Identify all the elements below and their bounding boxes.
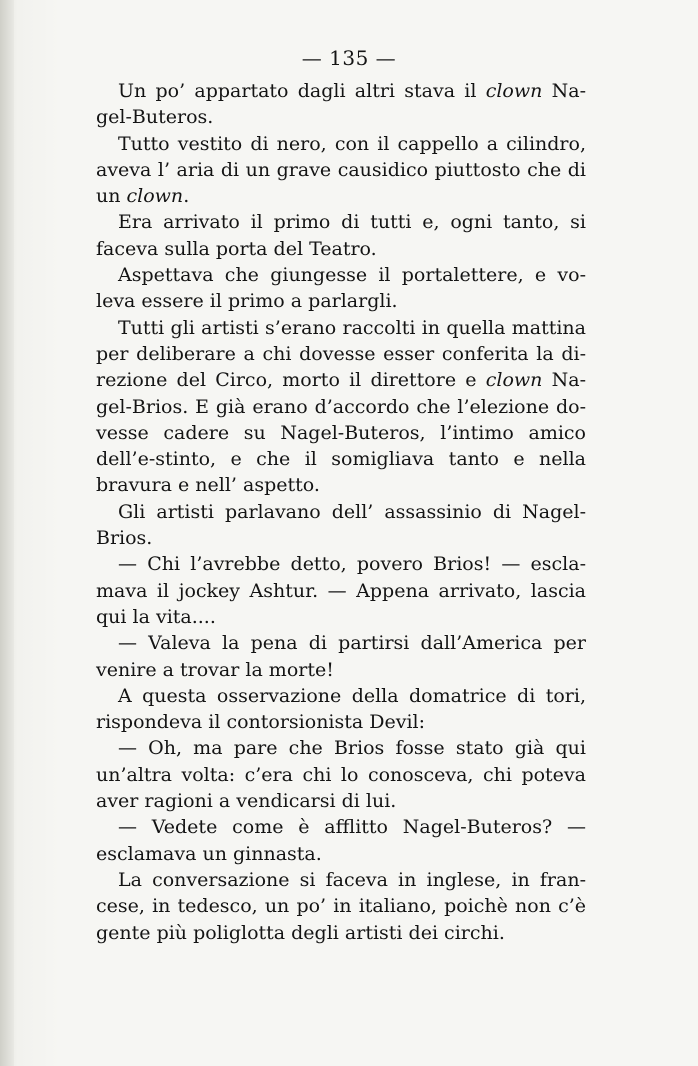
paragraph: A questa osservazione della domatrice di tori, rispondeva il contorsionista Devil:	[96, 684, 586, 734]
paragraph: Tutti gli artisti s’erano raccolti in quella mattina per deliberare a chi dovesse esser conferita la di-rezione del Circo, morto il direttore e clown Na-gel-Brios. E già erano d’accordo che l’elezione do-vesse cadere su Nagel-Buteros, l’intimo amico dell’e-stinto, e che il somigliava tanto e nella bravura e nell’ aspetto.	[96, 316, 586, 497]
binding-shadow	[0, 0, 14, 1066]
paragraph: — Oh, ma pare che Brios fosse stato già qui un’altra volta: c’era chi lo conosceva, chi poteva aver ragioni a vendicarsi di lui.	[96, 737, 586, 813]
paragraph: Un po’ appartato dagli altri stava il clown Na-gel-Buteros.	[96, 80, 586, 129]
paragraph: La conversazione si faceva in inglese, in fran-cese, in tedesco, un po’ in italiano, poichè non c’è gente più poliglotta degli artisti dei circhi.	[96, 868, 586, 944]
page-number: — 135 —	[301, 46, 397, 70]
paragraph: Gli artisti parlavano dell’ assassinio di Nagel-Brios.	[96, 500, 586, 550]
paragraph: Era arrivato il primo di tutti e, ogni tanto, si faceva sulla porta del Teatro.	[96, 211, 586, 260]
paragraph: — Valeva la pena di partirsi dall’America per venire a trovar la morte!	[96, 632, 586, 681]
paragraph: Tutto vestito di nero, con il cappello a cilindro, aveva l’ aria di un grave causidico piuttosto che di un clown.	[96, 132, 586, 208]
paragraph: — Vedete come è afflitto Nagel-Buteros? — esclamava un ginnasta.	[96, 816, 586, 865]
body-text	[96, 78, 586, 946]
paragraph: Aspettava che giungesse il portalettere, e vo-leva essere il primo a parlargli.	[96, 264, 586, 313]
paragraph: — Chi l’avrebbe detto, povero Brios! — escla-mava il jockey Ashtur. — Appena arrivato, lascia qui la vita....	[96, 553, 586, 628]
